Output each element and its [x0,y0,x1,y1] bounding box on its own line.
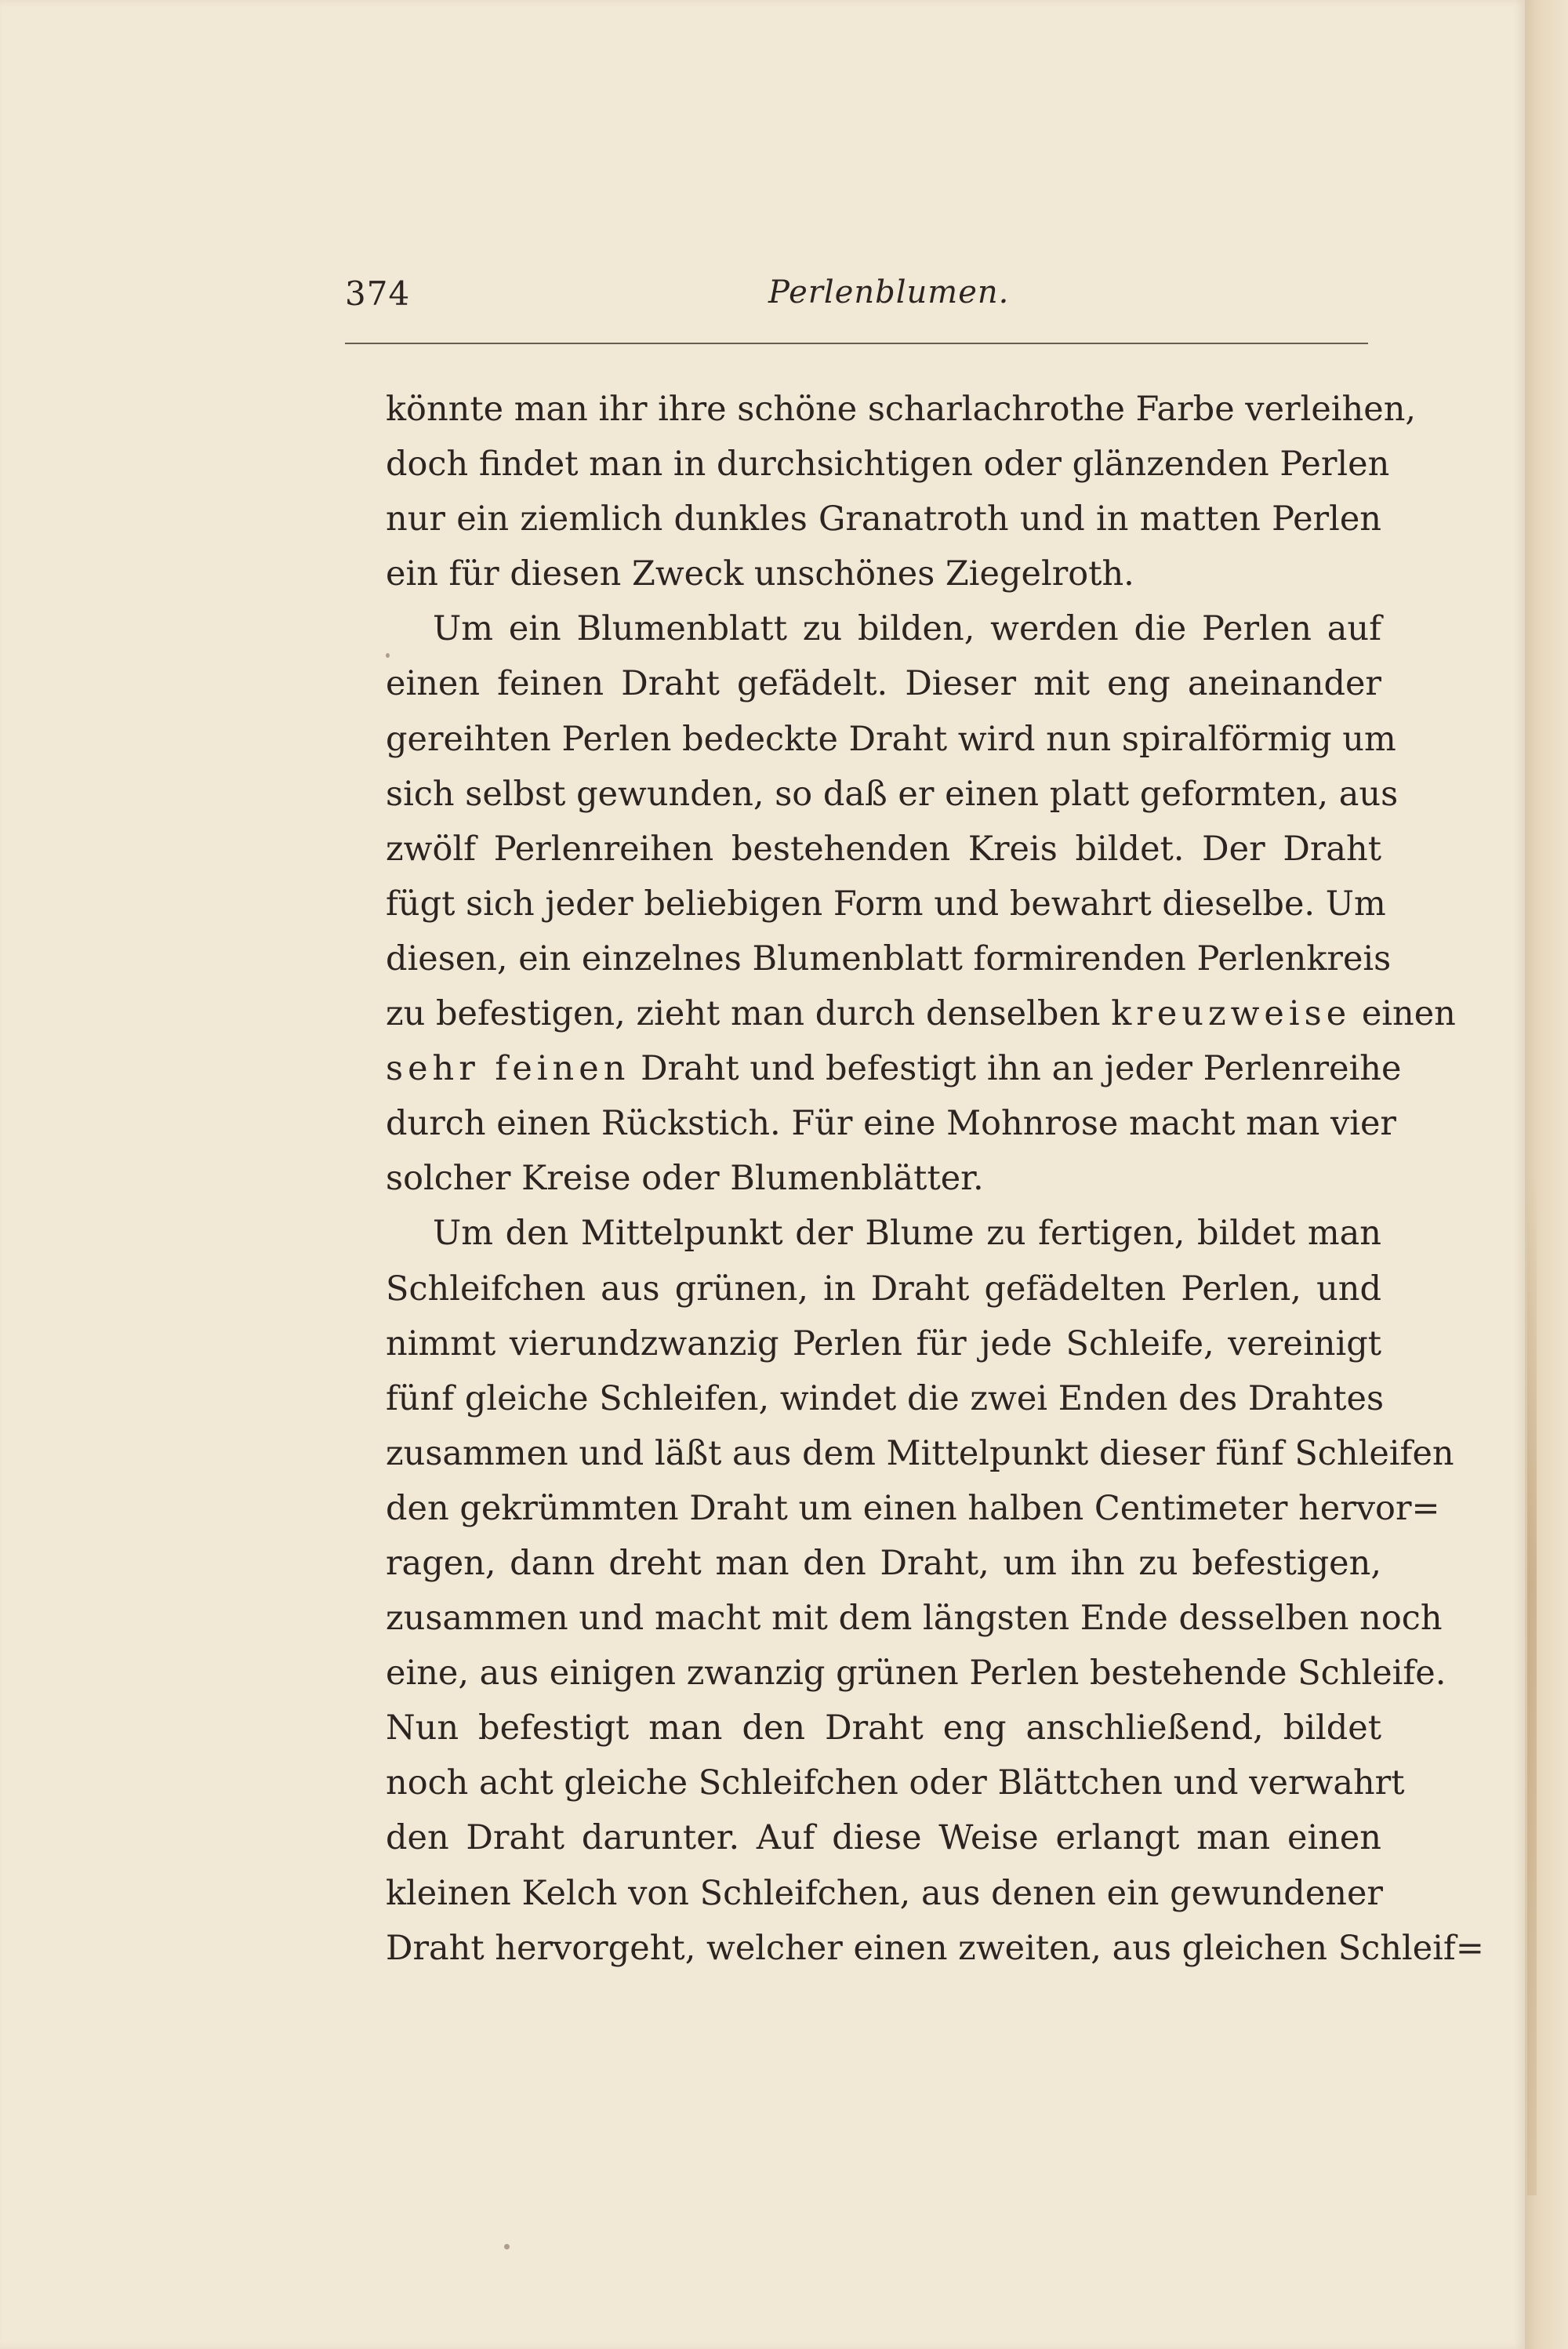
emphasized-word: sehr feinen [386,1049,630,1089]
text-line: kleinen Kelch von Schleifchen, aus denen ein gewundener [386,1873,1383,1913]
text-line: zusammen und macht mit dem längsten Ende desselben noch [386,1599,1443,1639]
text-line: fünf gleiche Schleifen, windet die zwei Enden des Drahtes [386,1378,1385,1418]
text-line: Draht hervorgeht, welcher einen zweiten, aus gleichen Schleif= [386,1928,1484,1968]
text-segment: einen [1361,994,1456,1034]
body-text [386,382,1484,1976]
text-line: Schleifchen aus grünen, in Draht gefädelten Perlen, und [386,1269,1381,1309]
text-line: nur ein ziemlich dunkles Granatroth und in matten Perlen [386,499,1381,539]
text-line: den gekrümmten Draht um einen halben Centimeter hervor= [386,1488,1440,1528]
text-line: sich selbst gewunden, so daß er einen platt geformten, aus [386,774,1399,814]
text-line: einen feinen Draht gefädelt. Dieser mit eng aneinander [386,664,1381,704]
text-line: den Draht darunter. Auf diese Weise erlangt man einen [386,1818,1381,1858]
text-line: Um ein Blumenblatt zu bilden, werden die Perlen auf [433,609,1381,649]
text-line: könnte man ihr ihre schöne scharlachrothe Farbe verleihen, [386,390,1417,429]
text-line: doch findet man in durchsichtigen oder glänzenden Perlen [386,445,1390,485]
text-line: eine, aus einigen zwanzig grünen Perlen bestehende Schleife. [386,1654,1446,1694]
text-line: fügt sich jeder beliebigen Form und bewahrt dieselbe. Um [386,884,1386,924]
text-segment: Draht und befestigt ihn an jeder Perlenreihe [641,1049,1402,1089]
text-line: ein für diesen Zweck unschönes Ziegelroth. [386,554,1134,594]
text-line [386,1041,1402,1096]
text-line: solcher Kreise oder Blumenblätter. [386,1159,984,1199]
page-header [345,274,1368,321]
paper-speck [504,2244,510,2249]
edge-stain [1527,1176,1537,2195]
text-line: diesen, ein einzelnes Blumenblatt formirenden Perlenkreis [386,939,1392,978]
text-line: ragen, dann dreht man den Draht, um ihn zu befestigen, [386,1543,1381,1583]
text-line: zwölf Perlenreihen bestehenden Kreis bildet. Der Draht [386,829,1381,869]
text-line: durch einen Rückstich. Für eine Mohnrose macht man vier [386,1104,1396,1144]
text-line: noch acht gleiche Schleifchen oder Blättchen und verwahrt [386,1763,1405,1803]
page-number: 374 [345,274,411,313]
text-line: nimmt vierundzwanzig Perlen für jede Schleife, vereinigt [386,1323,1381,1363]
text-line: gereihten Perlen bedeckte Draht wird nun spiralförmig um [386,719,1396,759]
text-line: Nun befestigt man den Draht eng anschließend, bildet [386,1708,1381,1748]
text-line [386,986,1456,1041]
header-rule [345,343,1368,344]
running-title: Perlenblumen. [768,274,1010,310]
text-segment: zu befestigen, zieht man durch denselben [386,994,1101,1034]
emphasized-word: kreuzweise [1111,994,1352,1034]
text-line: Um den Mittelpunkt der Blume zu fertigen, bildet man [433,1214,1381,1254]
text-line: zusammen und läßt aus dem Mittelpunkt dieser fünf Schleifen [386,1433,1454,1473]
